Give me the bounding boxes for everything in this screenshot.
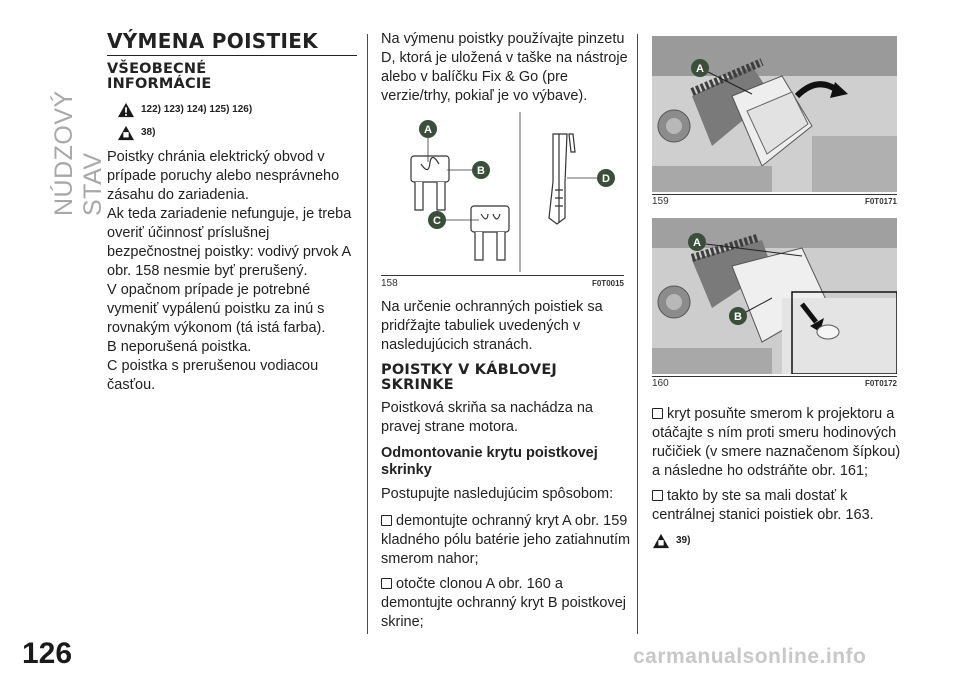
checkbox-bullet-icon: [652, 408, 663, 419]
figure-rule: [381, 275, 624, 276]
paragraph: B neporušená poistka.: [107, 339, 252, 355]
column-2: [381, 30, 629, 112]
engine-photo-160: [652, 218, 897, 374]
list-item: otočte clonou A obr. 160 a demontujte ochranný kryt B poistkovej skrine;: [381, 576, 627, 630]
fuse-illustration: [381, 112, 624, 272]
paragraph: Poistková skriňa sa nachádza na pravej strane motora.: [381, 400, 593, 435]
label-a: A: [696, 63, 704, 75]
warning-refs-3: 39): [652, 531, 902, 550]
subsection-heading: Odmontovanie krytu poistkovej skrinky: [381, 445, 598, 478]
label-c: C: [433, 215, 441, 227]
list-item: kryt posuňte smerom k projektoru a otáčajte s ním proti smeru hodinových ručičiek (v smere naznačenom šípkou) a následne ho odstráňte obr. 161;: [652, 406, 901, 479]
figure-number: 159: [652, 196, 669, 207]
warning-hand-icon: [117, 125, 135, 141]
warning-triangle-icon: [117, 102, 135, 118]
figure-code: F0T0171: [864, 197, 897, 206]
paragraph: C poistka s prerušenou vodiacou časťou.: [107, 358, 319, 393]
column-divider-1: [367, 34, 368, 634]
warning-refs-2: 38): [117, 123, 357, 142]
main-heading: VÝMENA POISTIEK: [107, 30, 357, 56]
intro-paragraph: Na výmenu poistky používajte pinzetu D, ktorá je uložená v taške na nástroje alebo v balíčku Fix & Go (pre verzie/trhy, pokiaľ je vo výbave).: [381, 31, 628, 104]
paragraph: Postupujte nasledujúcim spôsobom:: [381, 486, 614, 502]
figure-158: [381, 112, 624, 292]
paragraph: Ak teda zariadenie nefunguje, je treba overiť účinnosť príslušnej bezpečnostnej poistky: vodivý prvok A obr. 158 nesmie byť prerušený.: [107, 206, 352, 279]
column-3-lower: [652, 405, 902, 554]
page-number: 126: [22, 637, 73, 670]
figure-code: F0T0172: [864, 379, 897, 388]
watermark: carmanualsonline.info: [633, 645, 867, 668]
engine-photo-159: [652, 36, 897, 192]
figure-number: 160: [652, 378, 669, 389]
label-a: A: [424, 124, 432, 136]
label-b: B: [734, 311, 742, 323]
paragraph: Poistky chránia elektrický obvod v prípade poruchy alebo nesprávneho zásahu do zariadenia.: [107, 149, 340, 203]
section-heading: POISTKY V KÁBLOVEJ SKRINKE: [381, 362, 558, 393]
list-item: demontujte ochranný kryt A obr. 159 kladného pólu batérie jeho zatiahnutím smerom nahor;: [381, 513, 631, 567]
figure-160: [652, 218, 897, 390]
figure-rule: [652, 194, 897, 195]
label-d: D: [602, 173, 610, 185]
figure-number: 158: [381, 278, 398, 289]
list-item: takto by ste sa mali dostať k centrálnej stanici poistiek obr. 163.: [652, 488, 874, 523]
paragraph: Na určenie ochranných poistiek sa pridŕžajte tabuliek uvedených v nasledujúcich stranách.: [381, 299, 603, 353]
column-divider-2: [637, 34, 638, 634]
figure-159: [652, 36, 897, 206]
paragraph: V opačnom prípade je potrebné vymeniť vypálenú poistku za inú s rovnakým výkonom (tá istá farba).: [107, 282, 326, 336]
column-2-lower: [381, 298, 631, 638]
checkbox-bullet-icon: [381, 578, 392, 589]
figure-rule: [652, 376, 897, 377]
label-a: A: [693, 237, 701, 249]
warning-refs-1: 122) 123) 124) 125) 126): [117, 100, 357, 119]
section-side-title: NÚDZOVÝ STAV: [50, 90, 107, 216]
label-b: B: [477, 165, 485, 177]
warning-hand-icon: [652, 533, 670, 549]
checkbox-bullet-icon: [652, 490, 663, 501]
column-1: [107, 30, 357, 395]
subheading: VŠEOBECNÉ INFORMÁCIE: [107, 61, 212, 92]
checkbox-bullet-icon: [381, 515, 392, 526]
figure-code: F0T0015: [591, 279, 624, 288]
